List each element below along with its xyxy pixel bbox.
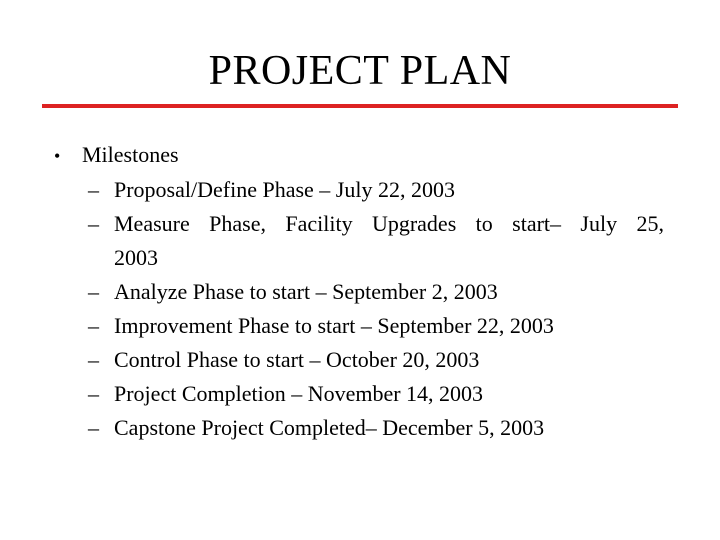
dash-icon: – (88, 279, 99, 304)
sub-item-measure-phase (88, 207, 664, 241)
dash-icon: – (88, 177, 99, 202)
dash-icon: – (88, 211, 99, 236)
bullet-item-milestones (54, 138, 664, 173)
dash-icon: – (88, 415, 99, 440)
sub-item-label: Proposal/Define Phase – July 22, 2003 (114, 177, 455, 202)
bullet-icon: • (54, 146, 61, 166)
dash-icon: – (88, 347, 99, 372)
sub-item-label: Capstone Project Completed– December 5, 2003 (114, 415, 545, 440)
title-divider (42, 104, 678, 108)
dash-icon: – (88, 313, 99, 338)
slide-content (54, 138, 664, 445)
sub-item-continuation: 2003 (114, 245, 158, 270)
sub-item-capstone-project (88, 411, 664, 445)
sub-item-label: Control Phase to start – October 20, 2003 (114, 347, 480, 372)
sub-item-label: Measure Phase, Facility Upgrades to start– July 25, (114, 211, 664, 236)
sub-item-control-phase (88, 343, 664, 377)
sub-item-analyze-phase (88, 275, 664, 309)
sub-item-project-completion (88, 377, 664, 411)
sub-item-proposal-define (88, 173, 664, 207)
sub-item-improvement-phase (88, 309, 664, 343)
sub-item-label: Improvement Phase to start – September 22, 2003 (114, 313, 554, 338)
dash-icon: – (88, 381, 99, 406)
sub-item-label: Analyze Phase to start – September 2, 2003 (114, 279, 498, 304)
slide-title: PROJECT PLAN (208, 48, 512, 94)
sub-item-label: Project Completion – November 14, 2003 (114, 381, 484, 406)
bullet-item-label: Milestones (82, 142, 179, 167)
